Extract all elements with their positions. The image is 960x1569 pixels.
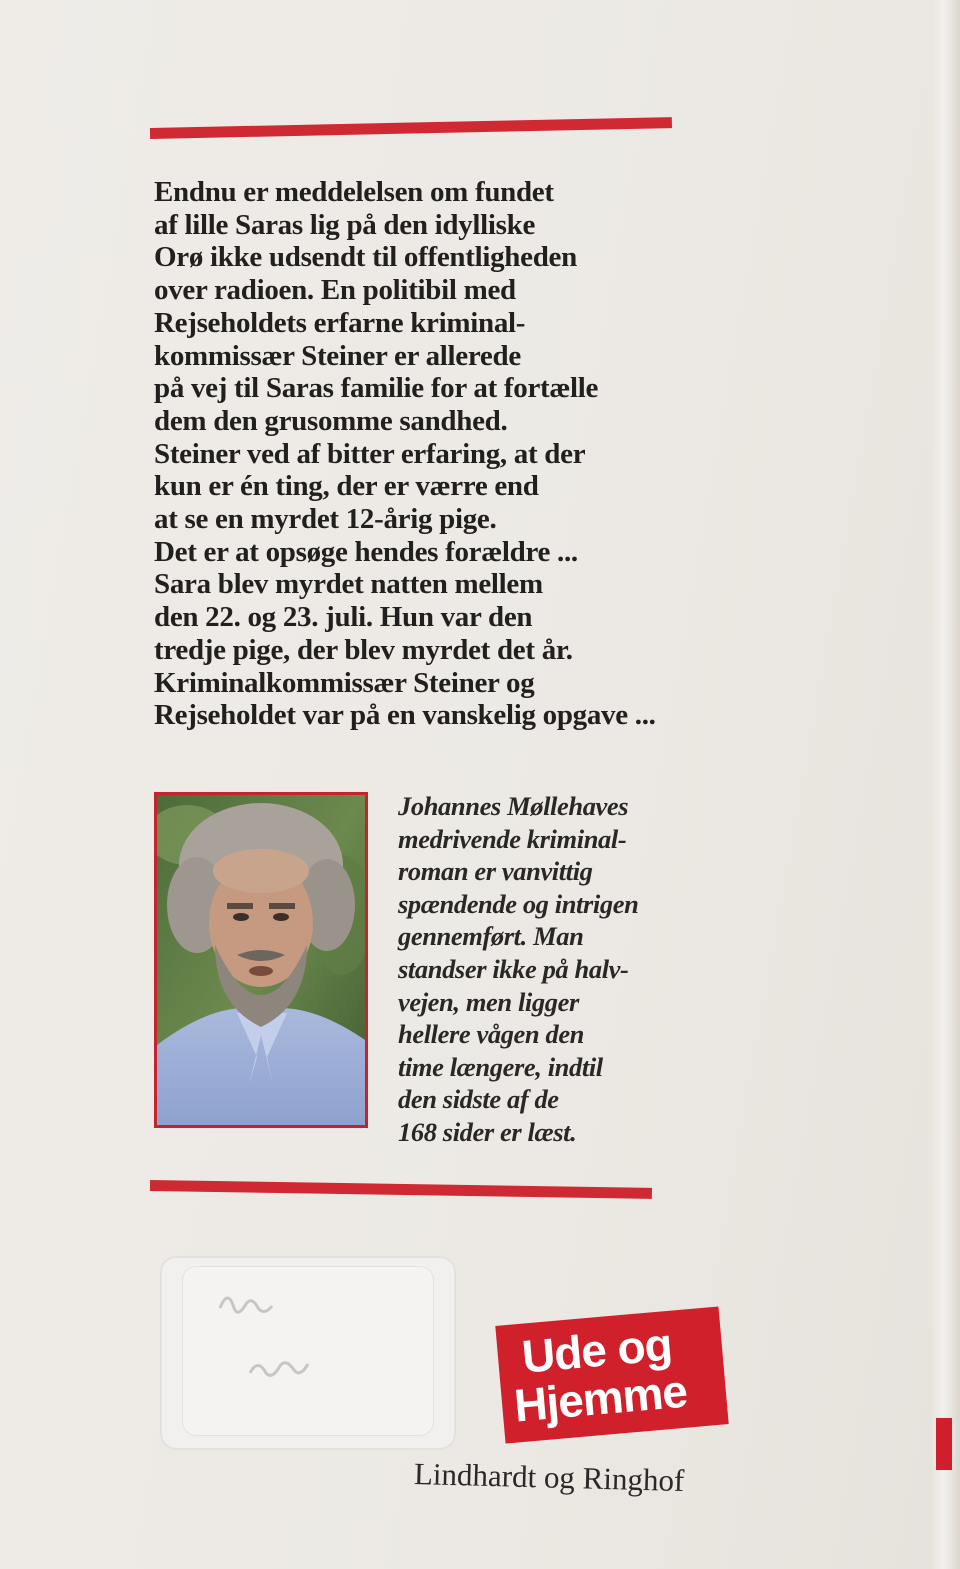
quote-line: Johannes Møllehaves — [398, 791, 629, 821]
quote-line: vejen, men ligger — [398, 986, 579, 1017]
blurb-line: tredje pige, der blev myrdet det år. — [154, 633, 573, 666]
blurb-line: kun er én ting, der er værre end — [154, 470, 539, 503]
blurb-line: Orø ikke udsendt til offentligheden — [154, 241, 577, 274]
logo-line-2: Hjemme — [512, 1364, 689, 1432]
blurb-line: den 22. og 23. juli. Hun var den — [154, 601, 533, 634]
quote-line: roman er vanvittig — [398, 856, 593, 887]
book-spine-edge — [932, 0, 960, 1569]
quote-line: time længere, indtil — [398, 1051, 603, 1082]
review-quote — [398, 790, 758, 1149]
price-sticker-residue — [160, 1256, 456, 1450]
quote-line: medrivende kriminal- — [398, 823, 627, 854]
quote-line: standser ikke på halv- — [398, 953, 629, 984]
blurb-text — [154, 176, 774, 732]
quote-line: hellere vågen den — [398, 1019, 585, 1050]
blurb-line: Steiner ved af bitter erfaring, at der — [154, 437, 586, 470]
spine-red-mark — [936, 1418, 952, 1470]
faded-handwriting-icon — [200, 1278, 340, 1398]
blurb-line: Rejseholdets erfarne kriminal- — [154, 306, 526, 339]
blurb-line: Det er at opsøge hendes forældre ... — [154, 535, 578, 568]
logo-line-1: Ude og — [519, 1317, 674, 1383]
author-portrait — [154, 792, 368, 1128]
blurb-line: kommissær Steiner er allerede — [154, 339, 521, 372]
blurb-line: dem den grusomme sandhed. — [154, 404, 508, 437]
quote-line: gennemført. Man — [398, 921, 584, 952]
publisher-name: Lindhardt og Ringhof — [413, 1456, 685, 1499]
blurb-line: Sara blev myrdet natten mellem — [154, 568, 543, 601]
bottom-red-rule — [150, 1180, 652, 1199]
blurb-line: på vej til Saras familie for at fortælle — [154, 372, 599, 405]
quote-line: 168 sider er læst. — [398, 1116, 577, 1147]
top-red-rule — [150, 117, 672, 139]
blurb-line: af lille Saras lig på den idylliske — [154, 208, 536, 241]
ude-og-hjemme-logo — [495, 1306, 728, 1443]
blurb-line: Rejseholdet var på en vanskelig opgave ... — [154, 699, 656, 732]
author-photo-image — [157, 795, 365, 1125]
blurb-line: over radioen. En politibil med — [154, 274, 516, 307]
quote-line: den sidste af de — [398, 1084, 559, 1115]
blurb-line: Kriminalkommissær Steiner og — [154, 666, 535, 699]
quote-line: spændende og intrigen — [398, 888, 639, 919]
blurb-line: at se en myrdet 12-årig pige. — [154, 503, 497, 536]
blurb-line: Endnu er meddelelsen om fundet — [154, 176, 554, 208]
